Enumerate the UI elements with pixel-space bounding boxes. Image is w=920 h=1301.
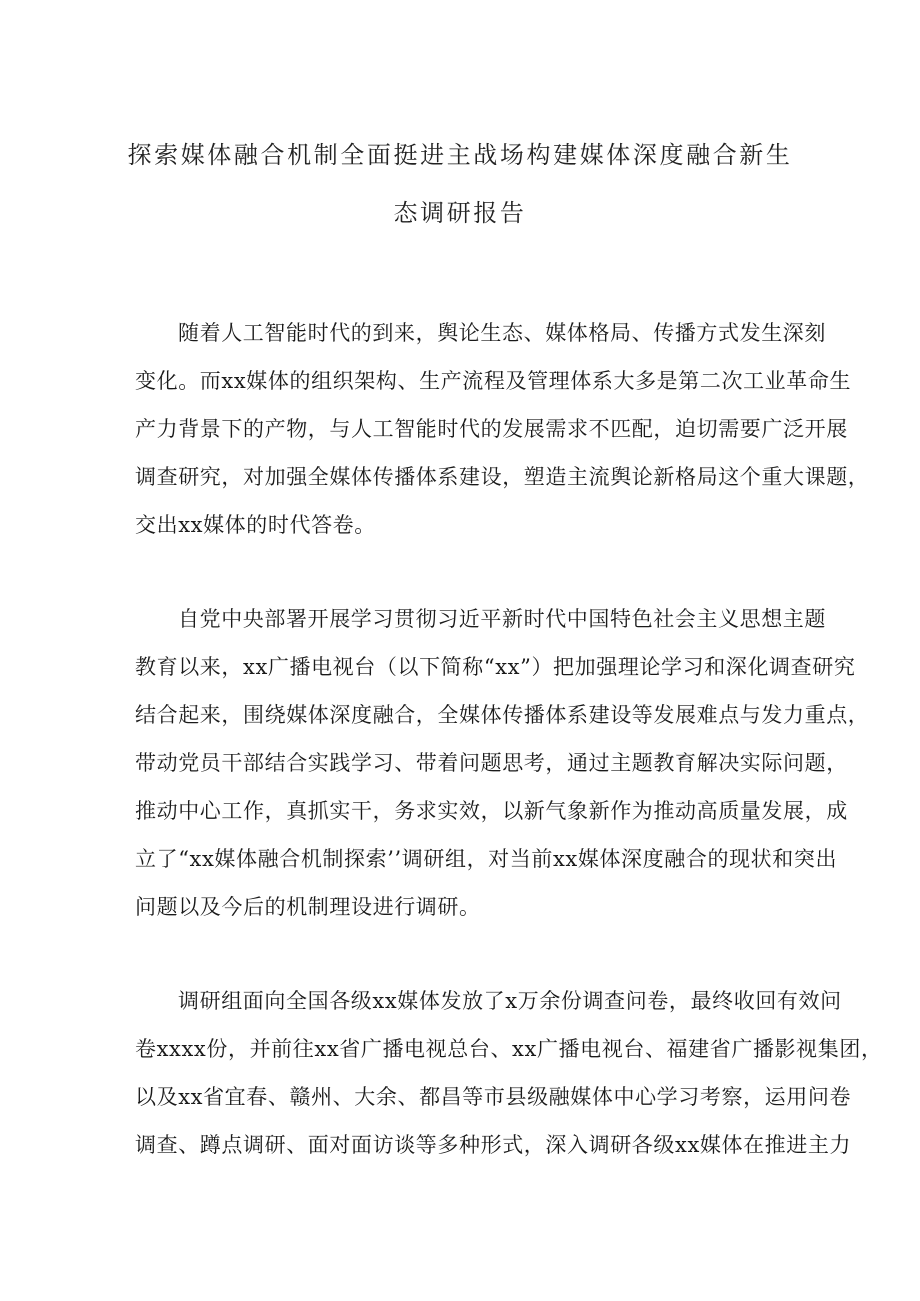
paragraph-2-line-6: 立了“xx媒体融合机制探索’’调研组，对当前xx媒体深度融合的现状和突出	[135, 847, 838, 871]
paragraph-1-line-1: 随着人工智能时代的到来，舆论生态、媒体格局、传播方式发生深刻	[178, 321, 826, 345]
paragraph-2-line-1: 自党中央部署开展学习贯彻习近平新时代中国特色社会主义思想主题	[178, 607, 826, 631]
paragraph-1-line-5: 交出xx媒体的时代答卷。	[135, 513, 376, 537]
paragraph-1-line-2: 变化。而xx媒体的组织架构、生产流程及管理体系大多是第二次工业革命生	[135, 369, 852, 393]
paragraph-2-line-2: 教育以来，xx广播电视台（以下简称“xx”）把加强理论学习和深化调查研究	[135, 655, 856, 679]
document-title-line-2: 态调研报告	[393, 199, 527, 227]
paragraph-3-line-2: 卷xxxx份，并前往xx省广播电视总台、xx广播电视台、福建省广播影视集团，	[135, 1037, 883, 1061]
paragraph-2-line-5: 推动中心工作，真抓实干，务求实效，以新气象新作为推动高质量发展，成	[135, 799, 848, 823]
paragraph-3-line-4: 调查、蹲点调研、面对面访谈等多种形式，深入调研各级xx媒体在推进主力	[135, 1133, 852, 1157]
paragraph-1-line-4: 调查研究，对加强全媒体传播体系建设，塑造主流舆论新格局这个重大课题，	[135, 465, 870, 489]
paragraph-2-line-3: 结合起来，围绕媒体深度融合，全媒体传播体系建设等发展难点与发力重点，	[135, 703, 870, 727]
paragraph-3-line-1: 调研组面向全国各级xx媒体发放了x万余份调查问卷，最终收回有效问	[178, 989, 842, 1013]
document-title-line-1: 探索媒体融合机制全面挺进主战场构建媒体深度融合新生	[127, 141, 793, 169]
paragraph-2-line-7: 问题以及今后的机制理设进行调研。	[135, 895, 481, 919]
paragraph-3-line-3: 以及xx省宜春、赣州、大余、都昌等市县级融媒体中心学习考察，运用问卷	[135, 1085, 852, 1109]
paragraph-1-line-3: 产力背景下的产物，与人工智能时代的发展需求不匹配，迫切需要广泛开展	[135, 417, 848, 441]
paragraph-2-line-4: 带动党员干部结合实践学习、带着问题思考，通过主题教育解决实际问题，	[135, 751, 848, 775]
